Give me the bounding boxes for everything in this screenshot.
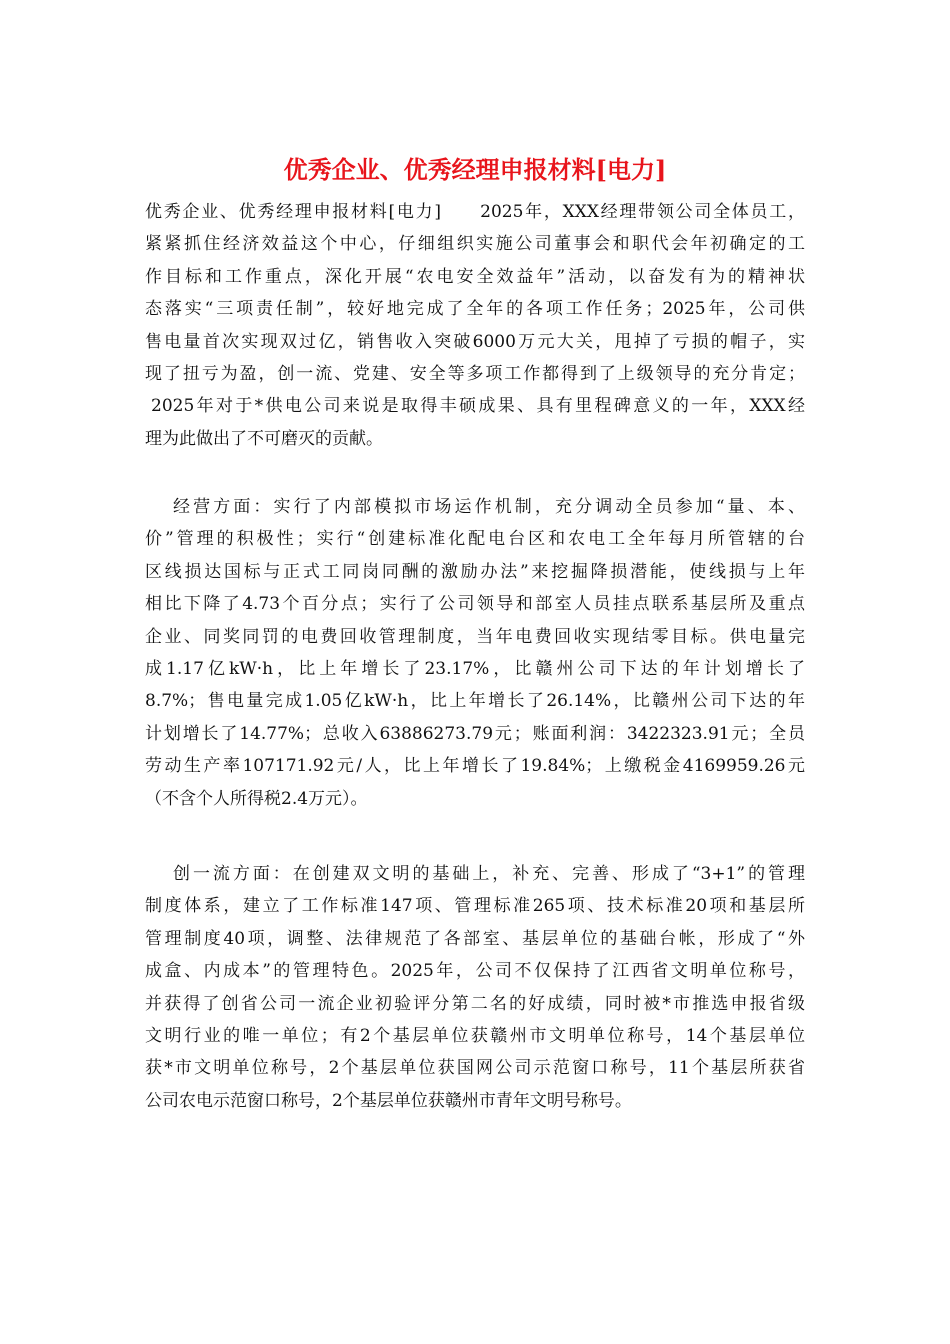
paragraph-line: 作目标和工作重点，深化开展“农电安全效益年”活动，以奋发有为的精神状: [145, 266, 805, 287]
paragraph-line: 理为此做出了不可磨灭的贡献。: [145, 428, 383, 449]
document-title: 优秀企业、优秀经理申报材料[电力]: [283, 155, 667, 184]
paragraph-line: 劳动生产率107171.92元/人，比上年增长了19.84%；上缴税金4169959.26元: [145, 756, 805, 777]
paragraph-line: 成1.17亿kW·h，比上年增长了23.17%，比赣州公司下达的年计划增长了: [145, 658, 805, 679]
paragraph-line: 并获得了创省公司一流企业初验评分第二名的好成绩，同时被*市推选申报省级: [145, 993, 805, 1014]
paragraph-line: 价”管理的积极性；实行“创建标准化配电台区和农电工全年每月所管辖的台: [145, 529, 805, 550]
paragraph-line: 紧紧抓住经济效益这个中心，仔细组织实施公司董事会和职代会年初确定的工: [145, 234, 805, 255]
paragraph-line: 成盒、内成本”的管理特色。2025年，公司不仅保持了江西省文明单位称号，: [145, 961, 805, 982]
paragraph-line: 获*市文明单位称号，2个基层单位获国网公司示范窗口称号，11个基层所获省: [145, 1058, 805, 1079]
paragraph-line: 优秀企业、优秀经理申报材料[电力] 2025年，XXX经理带领公司全体员工，: [145, 202, 805, 222]
paragraph-line: 2025年对于*供电公司来说是取得丰硕成果、具有里程碑意义的一年，XXX经: [151, 396, 805, 417]
paragraph-line: 区线损达国标与正式工同岗同酬的激励办法”来挖掘降损潜能，使线损与上年: [145, 561, 805, 582]
paragraph-line: 创一流方面：在创建双文明的基础上，补充、完善、形成了“3+1”的管理: [173, 864, 805, 884]
paragraph-line: 文明行业的唯一单位；有2个基层单位获赣州市文明单位称号，14个基层单位: [145, 1025, 805, 1046]
paragraph-line: 公司农电示范窗口称号，2个基层单位获赣州市青年文明号称号。: [145, 1090, 632, 1111]
paragraph-line: 相比下降了4.73个百分点；实行了公司领导和部室人员挂点联系基层所及重点: [145, 594, 805, 615]
paragraph-line: 售电量首次实现双过亿，销售收入突破6000万元大关，甩掉了亏损的帽子，实: [145, 331, 805, 352]
paragraph-line: 态落实“三项责任制”，较好地完成了全年的各项工作任务；2025年，公司供: [145, 299, 805, 320]
paragraph-intro: [145, 196, 805, 455]
paragraph-first-class: [145, 858, 805, 1117]
paragraph-operations: [145, 491, 805, 815]
paragraph-line: 管理制度40项，调整、法律规范了各部室、基层单位的基础台帐，形成了“外: [145, 928, 805, 949]
paragraph-line: 计划增长了14.77%；总收入63886273.79元；账面利润：3422323.91元；全员: [145, 723, 805, 744]
paragraph-line: 企业、同奖同罚的电费回收管理制度，当年电费回收实现结零目标。供电量完: [145, 626, 805, 647]
paragraph-line: 制度体系，建立了工作标准147项、管理标准265项、技术标准20项和基层所: [145, 896, 805, 917]
paragraph-line: （不含个人所得税2.4万元）。: [145, 788, 368, 809]
paragraph-line: 8.7%；售电量完成1.05亿kW·h，比上年增长了26.14%，比赣州公司下达的年: [145, 691, 805, 712]
paragraph-line: 经营方面：实行了内部模拟市场运作机制，充分调动全员参加“量、本、: [173, 497, 805, 517]
paragraph-line: 现了扭亏为盈，创一流、党建、安全等多项工作都得到了上级领导的充分肯定；: [145, 363, 805, 384]
